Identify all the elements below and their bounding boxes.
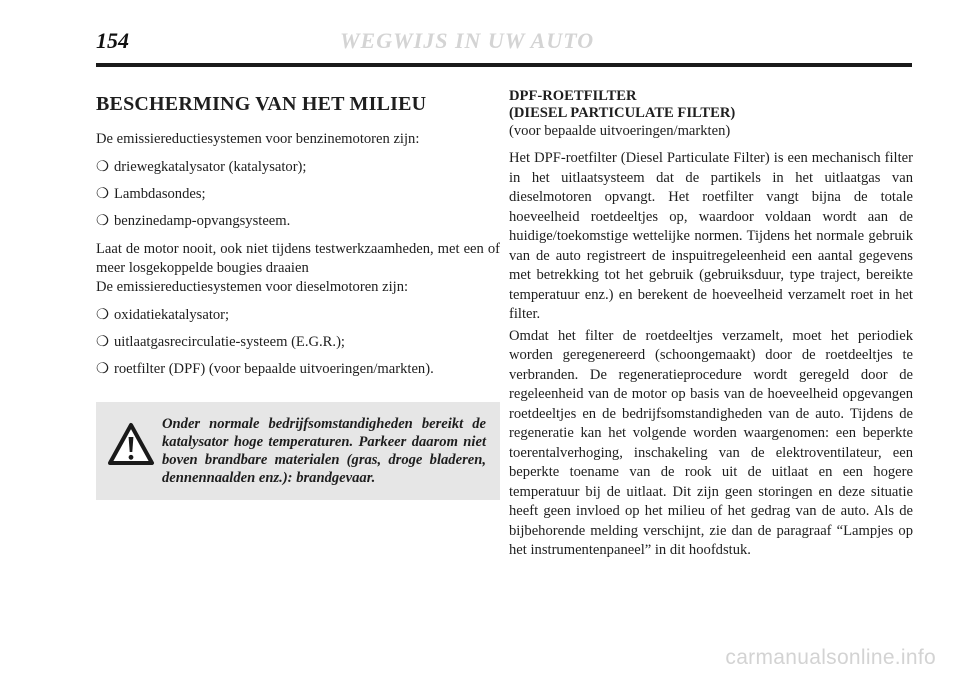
list-item: ❍ roetfilter (DPF) (voor bepaalde uitvoeringen/markten). xyxy=(96,361,434,377)
dpf-paragraph-1: Het DPF-roetfilter (Diesel Particulate Filter) is een mechanisch filter in het uitlaatsysteem dat de partikels in het uitlaatgas van dieselmotoren opvangt. Het roetfilter vangt bijna de totale hoeveelheid roetdeeltjes op, waardoor voldaan wordt aan de huidige/toekomstige wettelijke normen. Tijdens het normale gebruik van de auto registreert de inspuitregeleenheid een aantal gegevens met betrekking tot het gebruik (gebruiksduur, type traject, bereikte temperatuur enz.) en berekent de hoeveelheid verzamelt roet in het filter. xyxy=(509,150,913,322)
bullet-circle-icon: ❍ xyxy=(96,213,110,229)
dpf-subheading: (voor bepaalde uitvoeringen/markten) xyxy=(509,123,731,139)
petrol-list xyxy=(96,158,500,231)
bullet-circle-icon: ❍ xyxy=(96,307,110,323)
list-item: ❍ oxidatiekatalysator; xyxy=(96,307,230,323)
warning-text: Onder normale bedrijfsomstandigheden bereikt de katalysator hoge temperaturen. Parkeer daarom niet boven brandbare materialen (gras, droge bladeren, dennennaalden enz.): brandgevaar. xyxy=(162,416,486,486)
dpf-paragraph-2: Omdat het filter de roetdeeltjes verzamelt, moet het periodiek worden geregenereerd (schoongemaakt) door de roetdeeltjes te verbranden. De regeneratieprocedure wordt geregeld door de regeleenheid van de motor op basis van de hoeveelheid opgevangen roetdeeltjes en de bedrijfsomstandigheden van de auto. Tijdens de regeneratie kan het volgende worden waargenomen: een beperkte toerentalverhoging, inschakeling van de elektroventilateur, een beperkte toename van de rook uit de uitlaat en een hogere temperatuur bij de uitlaat. Dit zijn geen storingen en deze situatie heeft geen invloed op het milieu of het gedrag van de auto. Als de bijbehorende melding verschijnt, zie dan de paragraaf “Lampjes op het instrumentenpaneel” in dit hoofdstuk. xyxy=(509,327,913,558)
running-title: WEGWIJS IN UW AUTO xyxy=(340,28,595,53)
list-item: ❍ benzinedamp-opvangsysteem. xyxy=(96,213,291,229)
dpf-heading: DPF-ROETFILTER xyxy=(509,88,637,104)
site-watermark: carmanualsonline.info xyxy=(725,646,936,669)
right-column xyxy=(509,88,913,563)
warning-triangle-icon xyxy=(106,419,156,473)
petrol-intro: De emissiereductiesystemen voor benzinemotoren zijn: xyxy=(96,131,420,147)
page-number: 154 xyxy=(96,28,129,53)
list-item: ❍ uitlaatgasrecirculatie-systeem (E.G.R.); xyxy=(96,334,345,350)
bullet-circle-icon: ❍ xyxy=(96,159,110,175)
bullet-circle-icon: ❍ xyxy=(96,361,110,377)
diesel-intro: De emissiereductiesystemen voor dieselmotoren zijn: xyxy=(96,279,409,295)
bullet-circle-icon: ❍ xyxy=(96,334,110,350)
header-rule xyxy=(96,63,912,67)
bullet-circle-icon: ❍ xyxy=(96,186,110,202)
warning-box xyxy=(96,402,500,500)
spark-plug-caution: Laat de motor nooit, ook niet tijdens testwerkzaamheden, met een of meer losgekoppelde bougies draaien xyxy=(96,241,500,276)
list-item: ❍ Lambdasondes; xyxy=(96,186,206,202)
left-column xyxy=(96,88,500,500)
section-title: BESCHERMING VAN HET MILIEU xyxy=(96,93,427,115)
dpf-heading-full: (DIESEL PARTICULATE FILTER) xyxy=(509,105,736,121)
list-item: ❍ driewegkatalysator (katalysator); xyxy=(96,159,307,175)
diesel-list xyxy=(96,306,500,379)
